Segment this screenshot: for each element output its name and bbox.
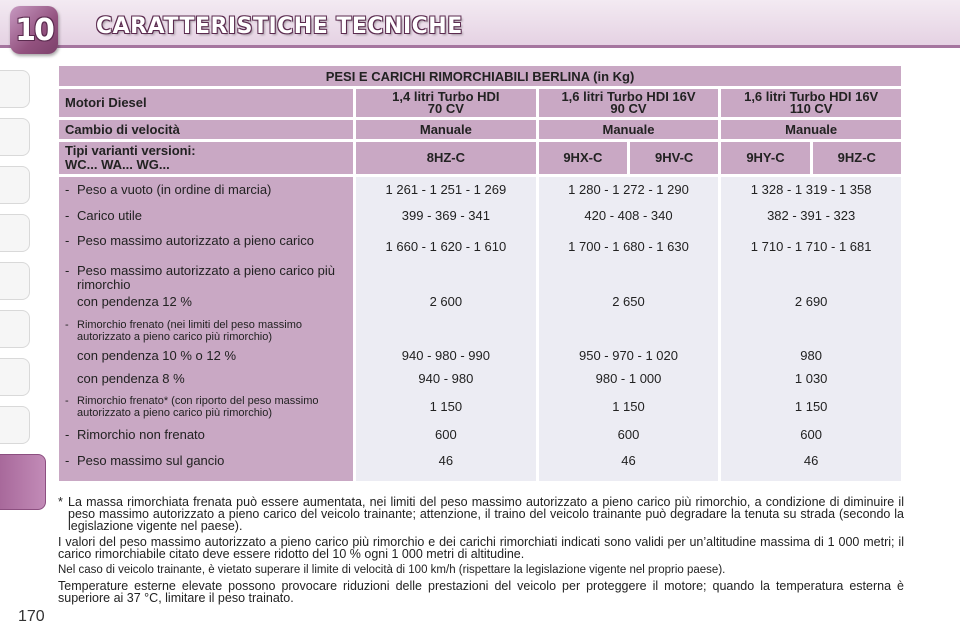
footnote-altitude: I valori del peso massimo autorizzato a pieno carico più rimorchio e dei carichi rimorchiati indicati sono validi per un’altitudine massima di 1 000 metri; il carico rimorchiabile citato deve essere ridotto del 10 % ogni 1 000 metri di altitudine. [58, 535, 904, 561]
side-tab[interactable] [0, 358, 30, 396]
variant-code: 9HX-C [539, 142, 627, 174]
cell-value: 1 150 [429, 399, 463, 414]
cell-value: 1 150 [794, 399, 828, 414]
cell-value: 399 - 369 - 341 [401, 208, 490, 223]
chapter-badge: 10 [10, 6, 58, 54]
side-tab-active[interactable] [0, 454, 46, 510]
cell-value: 1 030 [794, 371, 828, 386]
gearbox-cell: Manuale [356, 120, 536, 139]
cell-value: 2 650 [612, 294, 645, 309]
engine-label: Motori Diesel [59, 89, 353, 117]
engine-header: 1,4 litri Turbo HDI 70 CV [356, 89, 536, 117]
cell-value: 600 [800, 427, 822, 442]
cell-value [539, 264, 719, 295]
gearbox-cell: Manuale [721, 120, 901, 139]
cell-value: 600 [435, 427, 457, 442]
side-tab[interactable] [0, 406, 30, 444]
cell-value: 46 [803, 453, 819, 468]
engine-header: 1,6 litri Turbo HDI 16V 90 CV [539, 89, 719, 117]
cell-value: 1 150 [612, 399, 645, 414]
footnote-temperature: Temperature esterne elevate possono provocare riduzioni delle prestazioni del veicolo per proteggere il motore; quando la temperatura esterna è superiore ai 37 °C, limitare il peso trainato. [58, 579, 904, 605]
cell-value: 46 [621, 453, 636, 468]
specs-table [56, 63, 904, 484]
footnote-asterisk: * La massa rimorchiata frenata può essere aumentata, nei limiti del peso massimo autorizzato a pieno carico più rimorchio, a condizione di diminuire il peso massimo autorizzato a pieno carico del veicolo trainante; attenzione, il traino del veicolo trainante può degradare la tenuta su strada (secondo la legislazione vigente nel paese). [58, 495, 904, 533]
side-tab[interactable] [0, 262, 30, 300]
cell-value: 1 328 - 1 319 - 1 358 [750, 182, 872, 197]
row-label: - Peso massimo autorizzato a pieno carico [65, 233, 315, 248]
row-label: con pendenza 10 % o 12 % [77, 348, 237, 363]
row-label: con pendenza 8 % [77, 371, 185, 386]
cell-value: 940 - 980 [418, 371, 474, 386]
values-column [721, 177, 901, 481]
row-labels [59, 177, 353, 481]
cell-value: 600 [617, 427, 640, 442]
side-tabs [0, 70, 34, 520]
values-column [539, 177, 719, 481]
side-tab[interactable] [0, 166, 30, 204]
cell-value: 1 261 - 1 251 - 1 269 [385, 182, 507, 197]
engine-header: 1,6 litri Turbo HDI 16V 110 CV [721, 89, 901, 117]
row-label: - Rimorchio non frenato [65, 427, 205, 442]
variants-label: Tipi varianti versioni: WC... WA... WG... [59, 142, 353, 174]
page-number: 170 [18, 608, 45, 625]
cell-value: 980 - 1 000 [595, 371, 662, 386]
cell-value [721, 264, 901, 295]
values-column [356, 177, 536, 481]
cell-value: 1 280 - 1 272 - 1 290 [568, 182, 689, 197]
page-title: CARATTERISTICHE TECNICHE [96, 14, 463, 39]
row-label: - Rimorchio frenato (nei limiti del peso massimo autorizzato a pieno carico più rimorchio) [65, 319, 302, 343]
cell-value: 420 - 408 - 340 [584, 208, 673, 223]
variant-code: 9HV-C [630, 142, 718, 174]
cell-value [356, 264, 536, 295]
side-tab[interactable] [0, 214, 30, 252]
cell-value: 1 710 - 1 710 - 1 681 [750, 239, 872, 254]
gearbox-cell: Manuale [539, 120, 719, 139]
side-tab[interactable] [0, 118, 30, 156]
side-tab[interactable] [0, 310, 30, 348]
footnote-speed: Nel caso di veicolo trainante, è vietato superare il limite di velocità di 100 km/h (rispettare la legislazione vigente nel proprio paese). [58, 564, 726, 576]
cell-value: 46 [438, 453, 454, 468]
gearbox-label: Cambio di velocità [59, 120, 353, 139]
row-label: - Peso massimo autorizzato a pieno carico più rimorchio [65, 263, 335, 292]
variant-code: 8HZ-C [356, 142, 536, 174]
variant-code: 9HZ-C [813, 142, 901, 174]
row-label: - Carico utile [65, 208, 143, 223]
footnotes [58, 496, 904, 608]
cell-value: 382 - 391 - 323 [767, 208, 856, 223]
cell-value [356, 319, 536, 349]
cell-value [721, 319, 901, 349]
side-tab[interactable] [0, 70, 30, 108]
variant-code: 9HY-C [721, 142, 809, 174]
cell-value: 2 600 [429, 294, 463, 309]
cell-value: 2 690 [794, 294, 828, 309]
row-label: - Peso massimo sul gancio [65, 453, 225, 468]
cell-value: 950 - 970 - 1 020 [578, 348, 679, 363]
row-label: - Peso a vuoto (in ordine di marcia) [65, 182, 272, 197]
row-label: - Rimorchio frenato* (con riporto del peso massimo autorizzato a pieno carico più rimorchio) [65, 395, 319, 419]
cell-value: 1 700 - 1 680 - 1 630 [568, 239, 689, 254]
header-band [0, 0, 960, 48]
cell-value: 940 - 980 - 990 [401, 348, 490, 363]
row-label: con pendenza 12 % [77, 294, 192, 309]
cell-value [539, 319, 719, 349]
cell-value: 980 [800, 348, 822, 363]
cell-value: 1 660 - 1 620 - 1 610 [385, 239, 507, 254]
table-title: PESI E CARICHI RIMORCHIABILI BERLINA (in Kg) [59, 66, 901, 86]
